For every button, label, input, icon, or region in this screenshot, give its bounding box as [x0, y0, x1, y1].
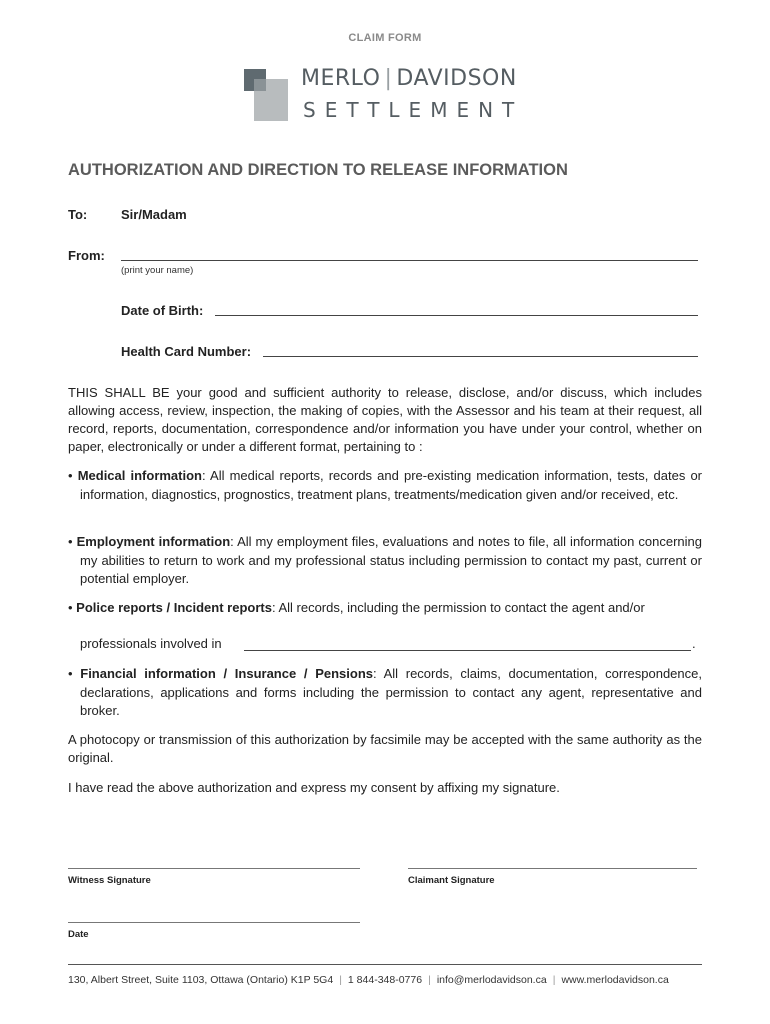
claimant-signature-label: Claimant Signature	[408, 875, 495, 886]
claimant-signature-line[interactable]	[408, 868, 697, 869]
document-tag: CLAIM FORM	[348, 32, 422, 44]
dob-label: Date of Birth:	[121, 303, 204, 318]
logo-mark	[244, 69, 288, 121]
bullet-heading: Police reports / Incident reports	[76, 600, 272, 615]
bullet-text: : All records, including the permission to contact the agent and/or	[271, 600, 645, 615]
dob-field[interactable]	[215, 315, 698, 316]
logo-name-right: DAVIDSON	[396, 66, 517, 91]
witness-signature-label: Witness Signature	[68, 875, 151, 886]
bullet-medical: • Medical information: All medical reports, records and pre-existing medication information, tests, dates or information, diagnostics, prognostics, treatment plans, treatments/medication given and/or received, etc.	[68, 468, 703, 502]
bullet-heading: Financial information / Insurance / Pensions	[80, 666, 374, 681]
footer-email[interactable]: info@merlodavidson.ca	[436, 974, 547, 986]
consent-note: I have read the above authorization and express my consent by affixing my signature.	[68, 780, 560, 795]
bullet-heading: Medical information	[77, 468, 202, 483]
to-value: Sir/Madam	[121, 207, 187, 222]
logo-name-left: MERLO	[301, 66, 381, 91]
intro-paragraph: THIS SHALL BE your good and sufficient authority to release, disclose, and/or discuss, which includes allowing access, review, inspection, the making of copies, with the Assessor and his team at their request, all record, reports, documentation, correspondence and/or information you have under your control, whether on paper, electronically or under a different format, pertaining to :	[68, 385, 702, 454]
footer: 130, Albert Street, Suite 1103, Ottawa (Ontario) K1P 5G4 | 1 844-348-0776 | info@merlodavidson.ca | www.merlodavidson.ca	[68, 974, 669, 986]
professionals-period: .	[692, 636, 696, 651]
bullet-text: : All my employment files, evaluations and notes to file, all information concerning my abilities to return to work and my professional status including permission to contact my past, current or potential employer.	[80, 534, 702, 586]
footer-address: 130, Albert Street, Suite 1103, Ottawa (Ontario) K1P 5G4	[68, 974, 334, 986]
health-card-field[interactable]	[263, 356, 698, 357]
from-label: From:	[68, 248, 105, 263]
logo-name: MERLO | DAVIDSON	[301, 66, 517, 91]
professionals-label: professionals involved in	[80, 636, 222, 651]
logo-subtitle: SETTLEMENT	[303, 98, 524, 122]
date-line[interactable]	[68, 922, 360, 923]
footer-website[interactable]: www.merlodavidson.ca	[561, 974, 669, 986]
from-hint: (print your name)	[121, 265, 194, 276]
bullet-financial: • Financial information / Insurance / Pensions: All records, claims, documentation, correspondence, declarations, applications and forms including the permission to contact any agent, representative and broker.	[68, 666, 702, 718]
bullet-heading: Employment information	[76, 534, 231, 549]
witness-signature-line[interactable]	[68, 868, 360, 869]
form-title: AUTHORIZATION AND DIRECTION TO RELEASE INFORMATION	[68, 161, 568, 179]
bullet-text: : All medical reports, records and pre-existing medication information, tests, dates or information, diagnostics, prognostics, treatment plans, treatments/medication given and/or received, etc.	[80, 468, 703, 502]
from-name-field[interactable]	[121, 260, 698, 261]
date-label: Date	[68, 929, 89, 940]
footer-phone: 1 844-348-0776	[347, 974, 423, 986]
bullet-text: : All records, claims, documentation, correspondence, declarations, applications and forms including the permission to contact any agent, representative and broker.	[80, 666, 702, 718]
bullet-employment: • Employment information: All my employment files, evaluations and notes to file, all information concerning my abilities to return to work and my professional status including permission to contact my past, current or potential employer.	[68, 534, 702, 586]
professionals-field[interactable]	[244, 650, 691, 651]
health-card-label: Health Card Number:	[121, 344, 252, 359]
footer-divider	[68, 964, 702, 965]
photocopy-note: A photocopy or transmission of this authorization by facsimile may be accepted with the same authority as the original.	[68, 732, 702, 765]
to-label: To:	[68, 207, 88, 222]
bullet-police: • Police reports / Incident reports: All records, including the permission to contact the agent and/or	[68, 600, 645, 615]
